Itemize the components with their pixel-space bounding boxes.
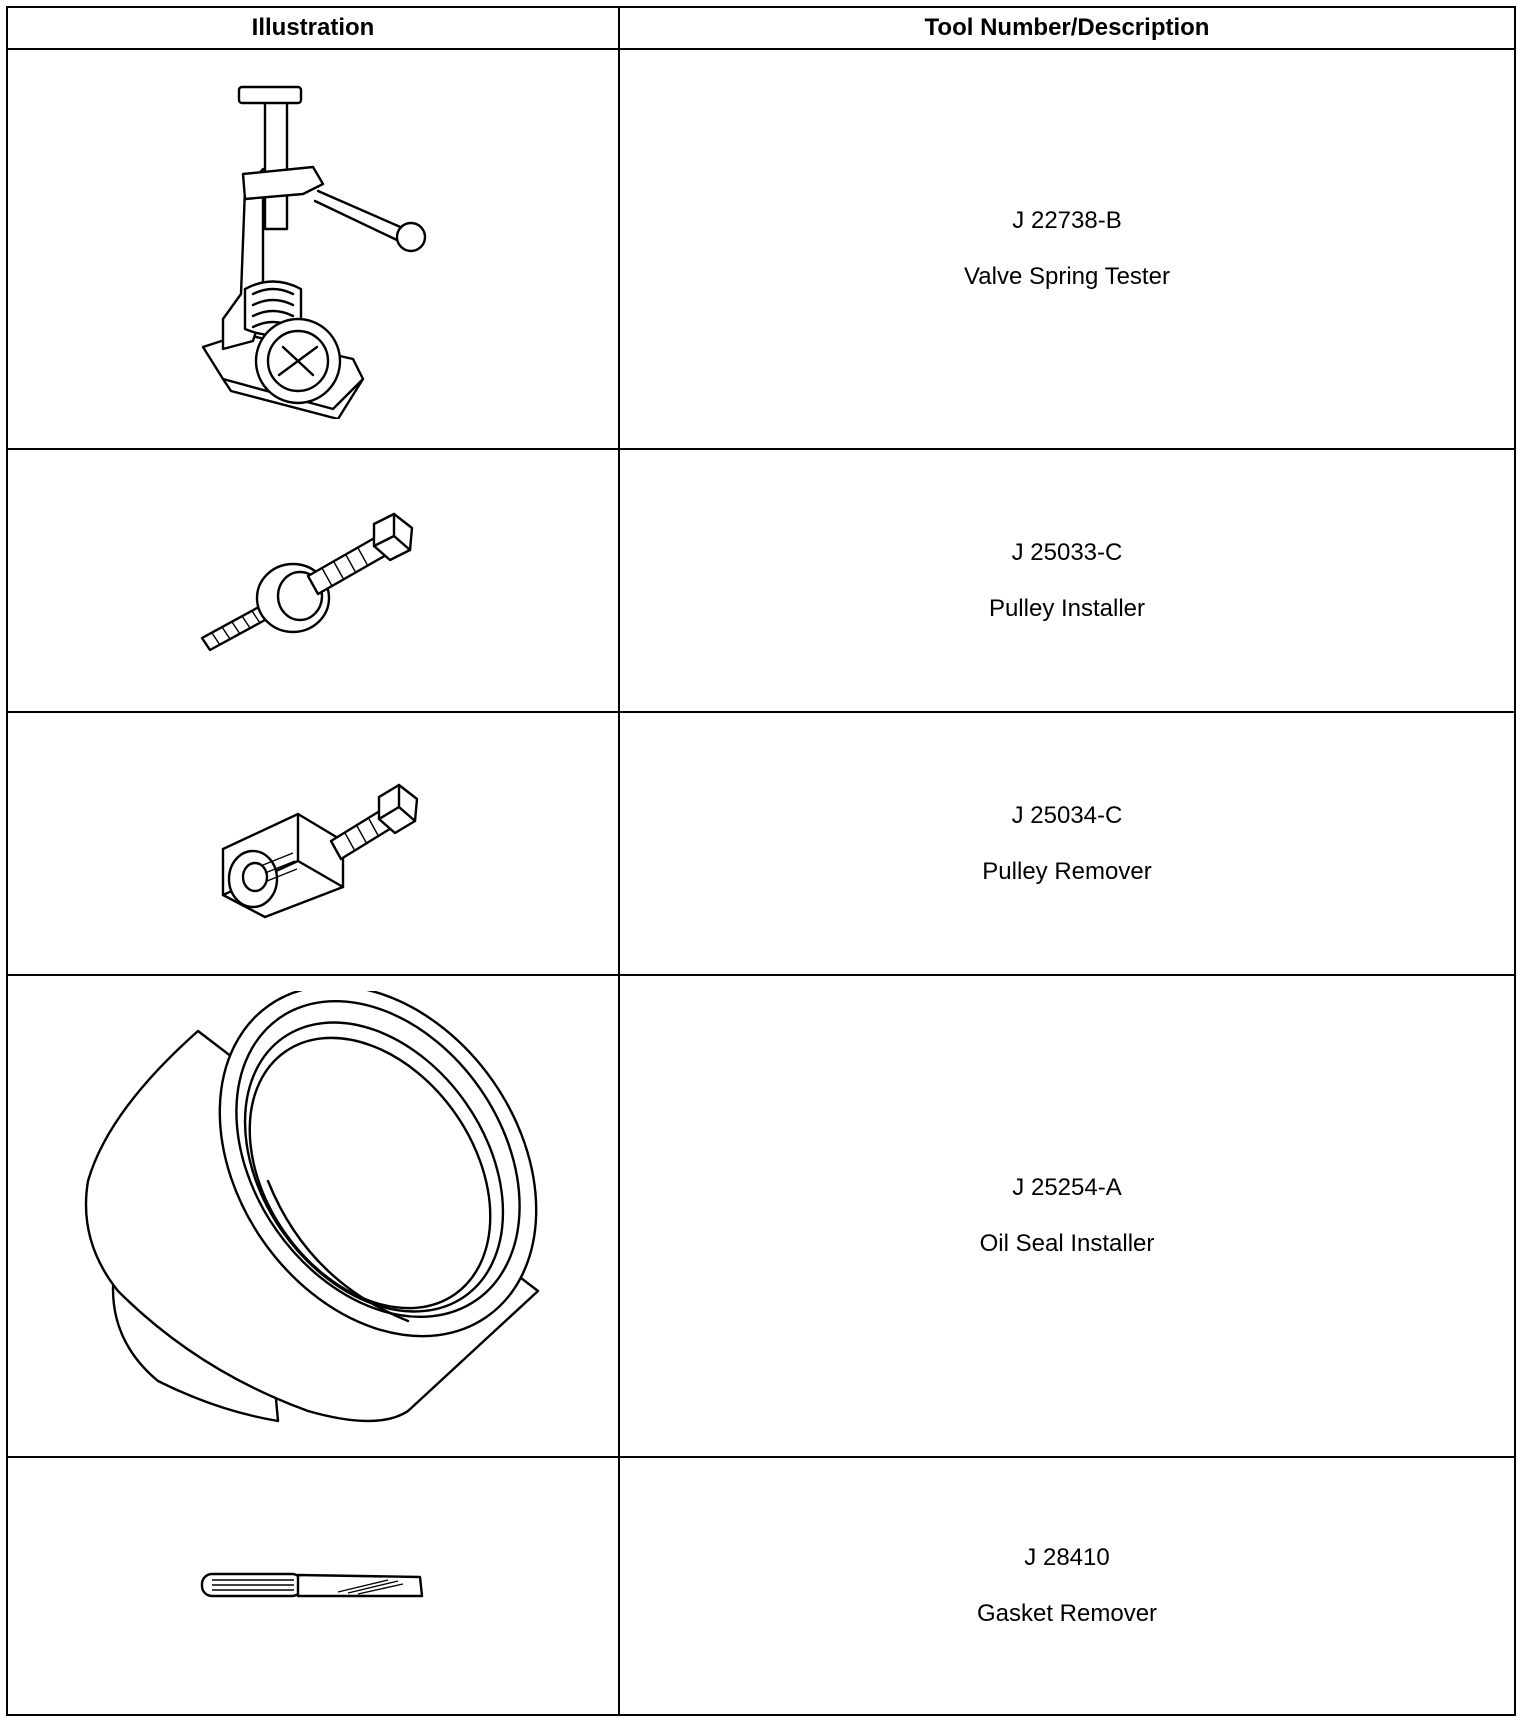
valve-spring-tester-icon [183,79,443,419]
illustration-cell [7,975,619,1457]
gasket-remover-icon [198,1566,428,1606]
illustration-cell [7,1457,619,1715]
tool-description-cell [619,975,1515,1457]
tool-description-cell [619,449,1515,712]
table-row [7,449,1515,712]
tool-description-cell [619,712,1515,975]
table-row [7,1457,1515,1715]
tool-number: J 25034-C [1011,801,1123,829]
table-row [7,49,1515,449]
tool-table [6,6,1516,1716]
illustration-cell [7,49,619,449]
tool-description-cell [619,49,1515,449]
table-header-row [7,7,1515,49]
illustration-cell [7,712,619,975]
tool-description: Oil Seal Installer [979,1230,1155,1257]
table-row [7,712,1515,975]
tool-description: Gasket Remover [976,1600,1158,1627]
illustration-cell [7,449,619,712]
tool-description: Pulley Installer [988,594,1146,622]
tool-description: Valve Spring Tester [964,263,1170,290]
tool-number: J 25254-A [1012,1174,1122,1201]
tool-number: J 28410 [1024,1544,1110,1571]
tool-description-cell [619,1457,1515,1715]
table-row [7,975,1515,1457]
tool-number: J 22738-B [1012,207,1122,234]
pulley-installer-icon [198,506,428,656]
tool-number: J 25033-C [1011,538,1123,566]
header-tool-number-description: Tool Number/Description [619,7,1515,49]
pulley-remover-icon [203,769,423,919]
header-illustration: Illustration [7,7,619,49]
oil-seal-installer-icon [78,991,548,1441]
tool-description: Pulley Remover [982,857,1152,885]
